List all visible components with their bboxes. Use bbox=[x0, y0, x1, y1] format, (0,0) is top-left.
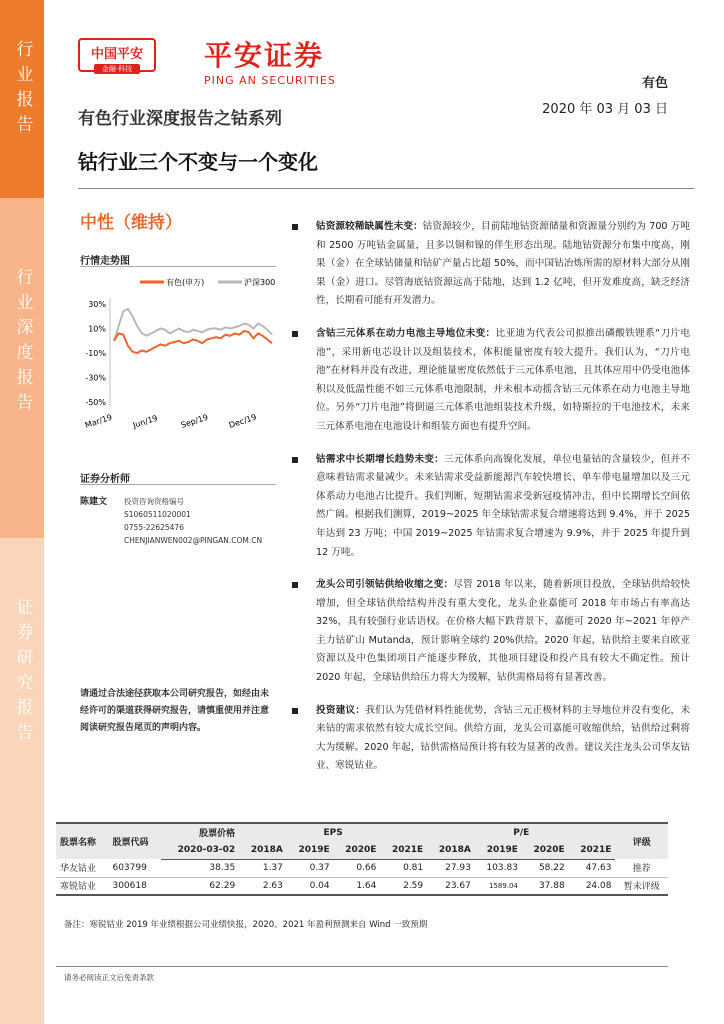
bullet-heading: 钴需求中长期增长趋势未变： bbox=[316, 453, 445, 465]
bullet-heading: 投资建议： bbox=[316, 704, 366, 716]
x-tick-label: Jun/19 bbox=[131, 413, 159, 430]
series-title: 有色行业深度报告之钴系列 bbox=[78, 109, 282, 129]
bullet-item bbox=[290, 576, 690, 688]
sidebar-label-research: 证券研究报告 bbox=[12, 598, 33, 748]
y-tick-label: 10% bbox=[88, 324, 106, 334]
cell-price: 38.35 bbox=[161, 859, 239, 877]
table-note: 备注：寒锐钴业 2019 年业绩根据公司业绩快报，2020、2021 年盈利预测来自 Wind 一致预期 bbox=[64, 920, 428, 930]
logo-subtext: 金融·科技 bbox=[94, 64, 140, 74]
sidebar-label-deep-report: 行业深度报告 bbox=[12, 268, 33, 418]
sector-label: 有色 bbox=[641, 76, 668, 91]
cell-pe: 23.67 bbox=[427, 877, 475, 895]
bullet-item bbox=[290, 702, 690, 776]
bullet-square-icon bbox=[292, 224, 298, 230]
cell-pe: 103.83 bbox=[475, 859, 522, 877]
cell-code: 300618 bbox=[108, 877, 160, 895]
y-tick-label: 30% bbox=[88, 300, 106, 309]
col-header-year: 2018A bbox=[239, 841, 287, 859]
bullet-square-icon bbox=[292, 582, 298, 588]
analyst-name: 陈建文 bbox=[80, 497, 108, 507]
report-date: 2020 年 03 月 03 日 bbox=[542, 102, 668, 117]
footer-text: 请务必阅读正文后免责条款 bbox=[64, 973, 154, 982]
col-header-year: 2019E bbox=[287, 841, 334, 859]
y-tick-label: -30% bbox=[85, 373, 106, 383]
x-tick-label: Mar/19 bbox=[83, 412, 114, 430]
bullet-body: 钴资源较少，目前陆地钴资源储量和资源量分别约为 700 万吨和 2500 万吨钴金属量，且多以铜和镍的伴生形态出现。陆地钴资源分布集中度高，刚果（金）在全球钴储量和钴矿产量占比超 50%，而中国钴冶炼所需的原材料大部分从刚果（金）进口。尽管海底钴资源远高于陆地，达到 1.2 亿吨，但开发难度高，缺乏经济性，长期看可能有开发潜力。 bbox=[316, 221, 690, 307]
analyst-email[interactable]: CHENJIANWEN002@PINGAN.COM.CN bbox=[124, 536, 263, 545]
cell-eps: 2.59 bbox=[380, 877, 427, 895]
table-row bbox=[56, 859, 668, 877]
brand-cn: 平安证券 bbox=[204, 39, 325, 72]
bullet-heading: 含钴三元体系在动力电池主导地位未变： bbox=[316, 327, 496, 339]
x-axis-ticks bbox=[84, 413, 258, 431]
cell-rating: 暂未评级 bbox=[615, 877, 668, 895]
col-header-price: 股票价格 bbox=[161, 823, 239, 841]
cell-pe: 1589.04 bbox=[475, 877, 522, 895]
col-header-pe: P/E bbox=[427, 823, 615, 841]
cell-rating: 推荐 bbox=[615, 859, 668, 877]
legend-label-hs300: 沪深300 bbox=[244, 278, 276, 287]
col-header-code: 股票代码 bbox=[108, 823, 160, 859]
chart-legend bbox=[140, 277, 275, 287]
cell-eps: 2.63 bbox=[239, 877, 287, 895]
col-header-year: 2020E bbox=[334, 841, 381, 859]
bullet-body: 三元体系向高镍化发展，单位电量钴的含量较少，但并不意味着钴需求量减少。未来钴需求受益新能源汽车较快增长、单车带电量增加以及三元体系动力电池占比提升。我们判断，短期钴需求受新冠疫情冲击，但中长期增长空间依然广阔。根据我们测算，2019~2025 年全球钴需求复合增速将达到 9.4%，并于 2025 年达到 23 万吨；中国 2019~2025 年钴需求复合增速为 9.9%，并于 2025 年提升到 12 万吨。 bbox=[316, 453, 691, 558]
bullet-body: 尽管 2018 年以来，随着新项目投放，全球钴供给较快增加，但全球钴供给结构并没有重大变化，龙头企业嘉能可 2018 年市场占有率高达 32%，具有较强行业话语权。在价格大幅下跌背景下，嘉能可 2020 年~2021 年停产主力钴矿山 Mutanda，预计影响全球约 20%供给。2020 年起，钴供给主要来自欧亚资源以及中色集团项目产能逐步释放，其他项目建设和投产具有较大不确定性。预计 2020 年起，全球钴供给压力将大为缓解，钴供需格局将有显著改善。 bbox=[316, 579, 691, 684]
cell-eps: 0.37 bbox=[287, 859, 334, 877]
y-tick-label: -50% bbox=[85, 398, 106, 407]
sidebar-section-research bbox=[0, 538, 44, 1024]
bullet-heading: 龙头公司引领钴供给收缩之变： bbox=[316, 579, 454, 591]
trend-chart bbox=[80, 270, 280, 440]
sidebar-section-deep-report bbox=[0, 198, 44, 538]
trend-title: 行情走势图 bbox=[80, 256, 130, 267]
bullet-item bbox=[290, 218, 690, 311]
header-divider bbox=[78, 188, 694, 189]
y-tick-label: -10% bbox=[85, 349, 106, 358]
cell-price: 62.29 bbox=[161, 877, 239, 895]
bullet-square-icon bbox=[292, 331, 298, 337]
series-line-hs300 bbox=[114, 309, 272, 341]
footer-divider bbox=[56, 966, 668, 967]
key-points bbox=[290, 218, 690, 776]
col-header-name: 股票名称 bbox=[56, 823, 108, 859]
analyst-role: 投资咨询资格编号 bbox=[124, 497, 184, 506]
cell-name: 寒锐钴业 bbox=[56, 877, 108, 895]
cell-pe: 27.93 bbox=[427, 859, 475, 877]
cell-eps: 0.04 bbox=[287, 877, 334, 895]
page-title: 钴行业三个不变与一个变化 bbox=[78, 150, 318, 174]
col-header-rating: 评级 bbox=[615, 823, 668, 859]
analyst-phone: 0755-22625476 bbox=[124, 523, 184, 532]
rating: 中性（维持） bbox=[80, 213, 182, 233]
ping-an-logo bbox=[78, 38, 156, 72]
stock-table bbox=[56, 822, 668, 896]
analyst-divider bbox=[80, 484, 276, 485]
legend-label-nonferrous: 有色(申万) bbox=[166, 278, 205, 287]
x-tick-label: Dec/19 bbox=[227, 412, 258, 430]
brand bbox=[204, 34, 336, 87]
col-header-year: 2021E bbox=[380, 841, 427, 859]
analyst-info bbox=[124, 495, 274, 547]
col-header-year: 2020E bbox=[522, 841, 569, 859]
cell-pe: 37.88 bbox=[522, 877, 569, 895]
cell-eps: 0.81 bbox=[380, 859, 427, 877]
bullet-item bbox=[290, 451, 690, 563]
col-header-year: 2018A bbox=[427, 841, 475, 859]
table-row bbox=[56, 877, 668, 895]
y-axis-ticks bbox=[85, 300, 106, 407]
cell-eps: 0.66 bbox=[334, 859, 381, 877]
cell-eps: 1.37 bbox=[239, 859, 287, 877]
bullet-square-icon bbox=[292, 708, 298, 714]
cell-eps: 1.64 bbox=[334, 877, 381, 895]
analyst-cert: S1060511020001 bbox=[124, 510, 191, 519]
col-header-year: 2019E bbox=[475, 841, 522, 859]
cell-code: 603799 bbox=[108, 859, 160, 877]
logo-text: 中国平安 bbox=[90, 47, 143, 62]
sidebar-section-report bbox=[0, 0, 44, 198]
bullet-body: 我们认为凭借材料性能优势，含钴三元正极材料的主导地位并没有变化，未来钴的需求依然有较大成长空间。供给方面，龙头公司嘉能可收缩供给，钴供给过剩将大为缓解。2020 年起，钴供需格局预计将有较为显著的改善。建议关注龙头公司华友钴业、寒锐钴业。 bbox=[316, 704, 691, 772]
sidebar-label-report: 行业报告 bbox=[12, 40, 33, 140]
cell-name: 华友钴业 bbox=[56, 859, 108, 877]
bullet-item bbox=[290, 325, 690, 437]
series-line-nonferrous bbox=[114, 331, 272, 353]
col-header-year: 2021E bbox=[569, 841, 616, 859]
analyst-section-title: 证券分析师 bbox=[80, 474, 130, 485]
cell-pe: 58.22 bbox=[522, 859, 569, 877]
trend-divider bbox=[80, 266, 276, 267]
cell-pe: 24.08 bbox=[569, 877, 616, 895]
disclaimer: 请通过合法途径获取本公司研究报告，如经由未经许可的渠道获得研究报告，请慎重使用并注意阅读研究报告尾页的声明内容。 bbox=[80, 689, 270, 733]
bullet-square-icon bbox=[292, 457, 298, 463]
x-tick-label: Sep/19 bbox=[179, 412, 210, 430]
bullet-body: 比亚迪为代表公司拟推出磷酸铁锂系“刀片电池”，采用新电芯设计以及组装技术，体积能量密度有较大提升。我们认为，“刀片电池”在材料并没有改进，理论能量密度依然低于三元体系电池，且其体应用中仍受电池体积以及低温性能不如三元体系电池限制，并未根本动摇含钴三元体系在动力电池主导地位。另外“刀片电池”将倒逼三元体系电池组装技术升级，如特斯拉的干电池技术，未来三元体系电池在电池设计和组装方面也有提升空间。 bbox=[316, 327, 690, 432]
col-header-price-date: 2020-03-02 bbox=[161, 841, 239, 859]
brand-en: PING AN SECURITIES bbox=[204, 74, 336, 87]
bullet-heading: 钴资源较稀缺属性未变： bbox=[316, 221, 423, 232]
cell-pe: 47.63 bbox=[569, 859, 616, 877]
col-header-eps: EPS bbox=[239, 823, 427, 841]
